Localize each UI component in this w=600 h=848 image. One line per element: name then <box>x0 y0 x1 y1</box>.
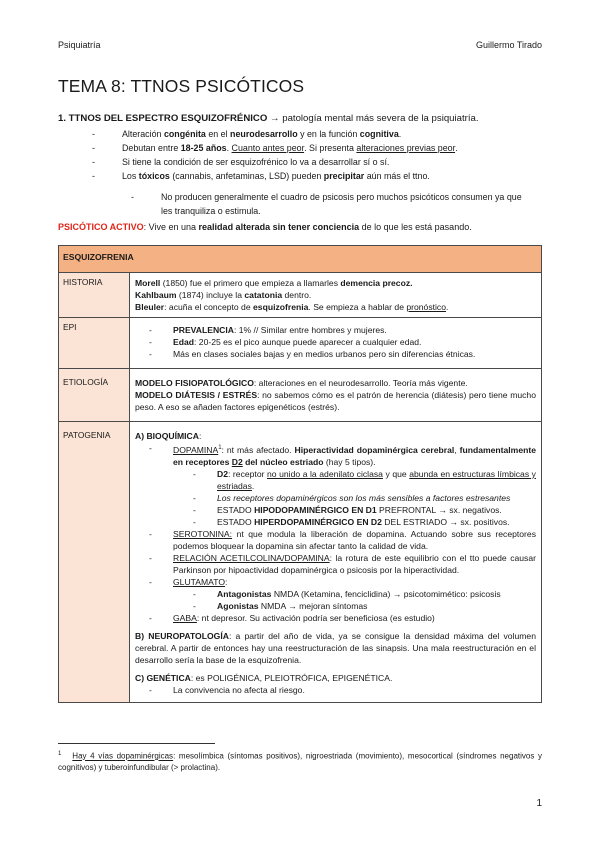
row-content-epi <box>130 318 542 369</box>
bullet-toxicos <box>92 169 532 183</box>
text-bold: congénita <box>163 129 206 139</box>
acetilcolina-item <box>149 552 536 576</box>
footnote-divider <box>58 743 215 744</box>
text-underline: DOPAMINA <box>173 444 219 455</box>
text-underline: pronóstico <box>406 302 447 312</box>
d2-state-item <box>193 516 536 528</box>
estres-item <box>193 492 536 504</box>
text-bold: Bleuler <box>135 302 165 312</box>
table-row-etiologia <box>59 369 542 422</box>
text: ESTADO <box>217 504 255 515</box>
text: . <box>455 143 458 154</box>
row-label-etiologia: ETIOLOGÍA <box>59 369 130 422</box>
text: , <box>454 444 460 455</box>
text-bold: Morell <box>135 278 161 288</box>
esquizofrenia-table <box>58 245 542 703</box>
neuropatologia-paragraph <box>135 630 536 666</box>
text: de lo que les está pasando. <box>359 222 472 232</box>
text: . Se empieza a hablar de <box>308 302 407 312</box>
bullet-condicion: - Si tiene la condición de ser esquizofrénico lo va a desarrollar sí o sí. <box>92 155 532 169</box>
text-bold: Agonistas <box>217 600 259 611</box>
text-bold: D2 <box>217 468 228 479</box>
row-label-epi: EPI <box>59 318 130 369</box>
text: NMDA → mejoran síntomas <box>258 600 368 611</box>
historia-line <box>135 301 536 313</box>
text: . Si presenta <box>304 143 357 154</box>
text-underline: SEROTONINA: <box>173 528 233 539</box>
epi-list <box>149 324 536 360</box>
text-underline: alteraciones previas peor <box>356 143 456 154</box>
text-bold: del núcleo estriado <box>242 456 324 467</box>
psicotico-activo-line <box>58 222 548 232</box>
bioquimica-heading <box>135 430 536 442</box>
table-row-patogenia <box>59 422 542 703</box>
glutamato-item <box>149 576 536 612</box>
text-bold: precipitar <box>323 171 365 182</box>
text: NMDA (Ketamina, fenciclidina) → psicotomimético: psicosis <box>271 588 501 599</box>
text-bold: Edad <box>173 337 195 347</box>
text: : mesolímbica (síntomas positivos), nigroestriada (movimiento), mesocortical (síndromes negativos y cognitivos) y tuberoinfundibular (> prolactina). <box>58 751 543 773</box>
d2-item <box>193 468 536 492</box>
text: : receptor <box>228 468 268 479</box>
text: : es POLIGÉNICA, PLEIOTRÓFICA, EPIGENÉTICA. <box>190 672 393 683</box>
text-bold: catatonia <box>244 290 283 300</box>
text-bold: C) GENÉTICA <box>135 672 191 683</box>
etiologia-line <box>135 389 536 413</box>
text: Los <box>122 171 139 182</box>
text: (cannabis, anfetaminas, LSD) pueden <box>169 171 324 182</box>
text: . <box>251 480 255 491</box>
footnote-ref: 1 <box>218 445 222 451</box>
text: Alteración <box>122 129 164 139</box>
text-bold: HIPODOPAMINÉRGICO EN D1 <box>254 504 377 515</box>
page-number: 1 <box>536 798 542 809</box>
section-bullets <box>92 127 532 183</box>
historia-line <box>135 289 536 301</box>
etiologia-line <box>135 377 536 389</box>
text: . <box>446 302 449 312</box>
text-bold: Hiperactividad dopaminérgica cerebral <box>294 444 455 455</box>
text: y que <box>382 468 410 479</box>
antagonistas-item <box>193 588 536 600</box>
text-bold: cognitiva <box>359 129 399 139</box>
row-label-patogenia: PATOGENIA <box>59 422 130 703</box>
text: en el <box>205 129 231 139</box>
text: : <box>198 431 202 441</box>
agonistas-item <box>193 600 536 612</box>
sub-bullet-psicosis: - No producen generalmente el cuadro de psicosis pero muchos psicóticos consumen ya que les tranquiliza o estimula. <box>131 190 531 218</box>
d1-state-item <box>193 504 536 516</box>
footnote-number: 1 <box>58 751 62 757</box>
bioquimica-list <box>149 442 536 624</box>
genetica-list <box>149 684 536 696</box>
header-subject: Psiquiatría <box>58 40 101 50</box>
text: nt que modula la liberación de dopamina. Actuando sobre sus receptores podemos bloquear la dopamina sin afectar tanto la calidad de vida. <box>173 528 536 551</box>
row-content-historia <box>130 273 542 318</box>
historia-line <box>135 277 536 289</box>
row-content-patogenia <box>130 422 542 703</box>
serotonina-item <box>149 528 536 552</box>
text: DEL ESTRIADO → sx. positivos. <box>381 516 510 527</box>
gaba-item <box>149 612 536 624</box>
text: : nt depresor. Su activación podría ser beneficiosa (es estudio) <box>196 612 435 623</box>
glutamato-sublist <box>193 588 536 612</box>
text-bold: tóxicos <box>138 171 170 182</box>
footnote <box>58 749 542 774</box>
text: : acuña el concepto de <box>164 302 254 312</box>
genetica-paragraph <box>135 672 536 684</box>
text-italic: Los receptores dopaminérgicos son los más sensibles a factores estresantes <box>217 492 511 503</box>
text: : <box>225 576 228 587</box>
genetica-item: - La convivencia no afecta al riesgo. <box>149 684 536 696</box>
dopamina-sublist <box>193 468 536 528</box>
table-row-epi <box>59 318 542 369</box>
section-heading-rest: → patología mental más severa de la psiquiatría. <box>267 113 479 124</box>
text-bold: MODELO FISIOPATOLÓGICO <box>135 378 254 388</box>
text: (1850) fue el primero que empieza a llamarles <box>160 278 341 288</box>
text-bold: realidad alterada sin tener conciencia <box>198 222 360 232</box>
text-bold: A) BIOQUÍMICA <box>135 431 199 441</box>
section-heading <box>58 113 538 124</box>
text: : no sabemos cómo es el patrón de herencia (diátesis) pero tiene mucho peso. A eso se añaden factores epigenéticos (estrés). <box>135 390 536 412</box>
text-underline: Cuanto antes peor <box>231 143 305 154</box>
text-bold: demencia precoz. <box>340 278 413 288</box>
page-title: TEMA 8: TTNOS PSICÓTICOS <box>58 76 305 96</box>
text-underline: GABA <box>173 612 197 623</box>
sub-bullets <box>131 190 531 218</box>
text: (hay 5 tipos). <box>323 456 376 467</box>
row-content-etiologia <box>130 369 542 422</box>
text-bold: Antagonistas <box>217 588 272 599</box>
bullet-congenita <box>92 127 532 141</box>
text-bold: B) NEUROPATOLOGÍA <box>135 630 229 641</box>
text: : 20-25 es el pico aunque puede aparecer a cualquier edad. <box>194 337 422 347</box>
text: : nt más afectado. <box>221 444 295 455</box>
text: aún más el ttno. <box>364 171 430 182</box>
text-bold: fundamentalmente en receptores <box>173 444 536 467</box>
text-underline: RELACIÓN ACETILCOLINA/DOPAMINA <box>173 552 330 563</box>
text: PREFRONTAL → sx. negativos. <box>376 504 502 515</box>
text: (1874) incluye la <box>176 290 245 300</box>
header-author: Guillermo Tirado <box>475 40 542 50</box>
table-header: ESQUIZOFRENIA <box>59 246 542 273</box>
dopamina-item <box>149 442 536 528</box>
epi-item: - Más en clases sociales bajas y en medios urbanos pero sin diferencias étnicas. <box>149 348 536 360</box>
epi-item <box>149 336 536 348</box>
text: : a partir del año de vida, ya se consigue la densidad máxima del volumen cerebral. A partir de entonces hay una reestructuración de las sinapsis. Una mala reestructuración en el desarrollo sería la base de la esquizofrenia. <box>135 630 536 665</box>
text: : la rotura de este equilibrio con el tto puede causar Parkinson por hipoactividad dopaminérgica o psicosis por la hiperactividad. <box>173 552 536 575</box>
text-underline: GLUTAMATO <box>173 576 226 587</box>
text-bold: 18-25 años <box>180 143 227 154</box>
text-bold: esquizofrenia <box>253 302 309 312</box>
text: Debutan entre <box>122 143 181 154</box>
section-heading-title: 1. TTNOS DEL ESPECTRO ESQUIZOFRÉNICO <box>58 113 268 124</box>
text-bold: neurodesarrollo <box>230 129 298 139</box>
text-underline: D2 <box>231 456 243 467</box>
text: : 1% // Similar entre hombres y mujeres. <box>233 325 387 335</box>
text-bold: Kahlbaum <box>135 290 177 300</box>
text-bold: MODELO DIÁTESIS / ESTRÉS <box>135 390 258 400</box>
psicotico-activo-label: PSICÓTICO ACTIVO <box>58 222 144 232</box>
text: dentro. <box>282 290 312 300</box>
epi-item <box>149 324 536 336</box>
text: y en la función <box>297 129 360 139</box>
text-underline: Hay 4 vías dopaminérgicas <box>72 751 174 761</box>
text-underline: abunda en estructuras límbicas y estriadas <box>217 468 536 491</box>
text: . <box>398 129 402 139</box>
row-label-historia: HISTORIA <box>59 273 130 318</box>
text: ESTADO <box>217 516 255 527</box>
text: : Vive en una <box>143 222 199 232</box>
text: : alteraciones en el neurodesarrollo. Teoría más vigente. <box>253 378 468 388</box>
text: . <box>226 143 232 154</box>
text-underline: no unido a la adenilato ciclasa <box>267 468 383 479</box>
text-bold: HIPERDOPAMINÉRGICO EN D2 <box>254 516 382 527</box>
table-row-historia <box>59 273 542 318</box>
bullet-debut <box>92 141 532 155</box>
text-bold: PREVALENCIA <box>173 325 234 335</box>
